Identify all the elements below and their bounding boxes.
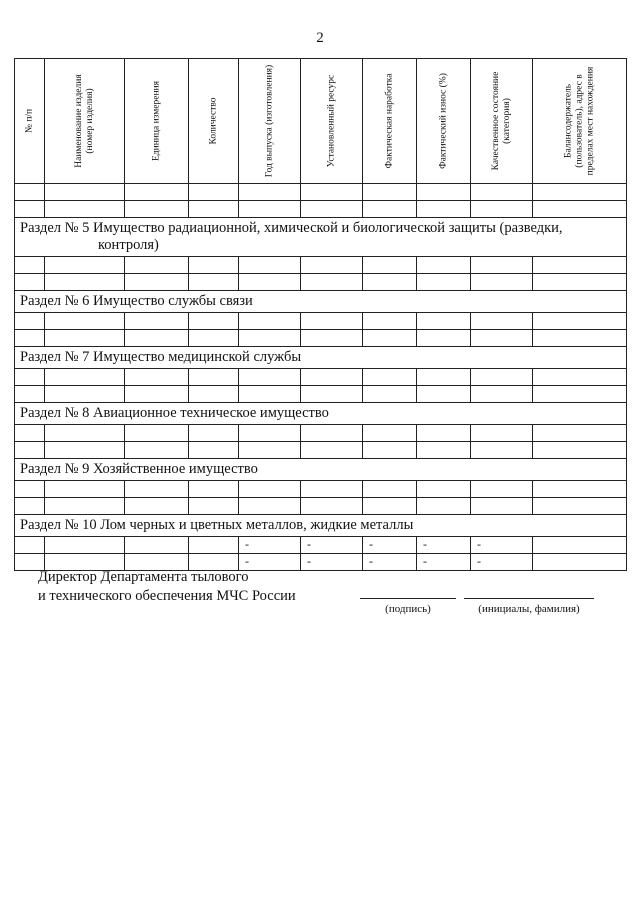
section-9-heading [15, 459, 627, 481]
section-6-heading [15, 291, 627, 313]
name-line [464, 598, 594, 599]
col-holder-header: Балансодержатель (пользователь), адрес в пределах мест нахождения [533, 59, 627, 184]
table-row [15, 201, 627, 218]
section-title: Раздел № 7 Имущество медицинской службы [20, 349, 302, 365]
table-row [15, 498, 627, 515]
dash-cell: - [239, 554, 301, 571]
section-title: Раздел № 10 Лом черных и цветных металлов, жидкие металлы [20, 517, 414, 533]
dash-cell: - [417, 554, 471, 571]
col-number-header: № п/п [15, 59, 45, 184]
table-row [15, 386, 627, 403]
dash-cell: - [301, 537, 363, 554]
col-quantity-header: Количество [189, 59, 239, 184]
table-row [15, 257, 627, 274]
col-operating-header: Фактическая наработка [363, 59, 417, 184]
dash-cell: - [239, 537, 301, 554]
signatory-title-line1: Директор Департамента тылового [38, 569, 249, 585]
name-label: (инициалы, фамилия) [478, 603, 580, 615]
signature-line [360, 598, 456, 599]
col-unit-header: Единица измерения [125, 59, 189, 184]
section-5-heading [15, 218, 627, 257]
table-row [15, 274, 627, 291]
dash-cell: - [363, 554, 417, 571]
section-title: Раздел № 9 Хозяйственное имущество [20, 461, 258, 477]
page-number: 2 [316, 30, 324, 46]
signature-label: (подпись) [385, 603, 431, 615]
col-year-header: Год выпуска (изготовления) [239, 59, 301, 184]
section-7-heading [15, 347, 627, 369]
inventory-table [14, 58, 627, 571]
section-title: Раздел № 8 Авиационное техническое имущество [20, 405, 329, 421]
table-row [15, 442, 627, 459]
table-row [15, 184, 627, 201]
signatory-title-line2: и технического обеспечения МЧС России [38, 588, 296, 604]
table-row [15, 425, 627, 442]
dash-cell: - [363, 537, 417, 554]
dash-cell: - [471, 554, 533, 571]
table-row [15, 369, 627, 386]
header-row [15, 59, 627, 184]
section-title: Раздел № 5 Имущество радиационной, химической и биологической защиты (разведки, [20, 220, 563, 236]
col-name-header: Наименование изделия (номер изделия) [45, 59, 125, 184]
dash-cell: - [417, 537, 471, 554]
table-row [15, 313, 627, 330]
col-resource-header: Установленный ресурс [301, 59, 363, 184]
section-10-heading [15, 515, 627, 537]
section-title: Раздел № 6 Имущество службы связи [20, 293, 253, 309]
dash-cell: - [301, 554, 363, 571]
col-wear-header: Фактический износ (%) [417, 59, 471, 184]
table-row [15, 330, 627, 347]
col-condition-header: Качественное состояние (категория) [471, 59, 533, 184]
signature-block [38, 568, 296, 606]
section-8-heading [15, 403, 627, 425]
dash-cell: - [471, 537, 533, 554]
table-row [15, 537, 627, 554]
table-row [15, 481, 627, 498]
section-title-continued: контроля) [98, 237, 159, 253]
